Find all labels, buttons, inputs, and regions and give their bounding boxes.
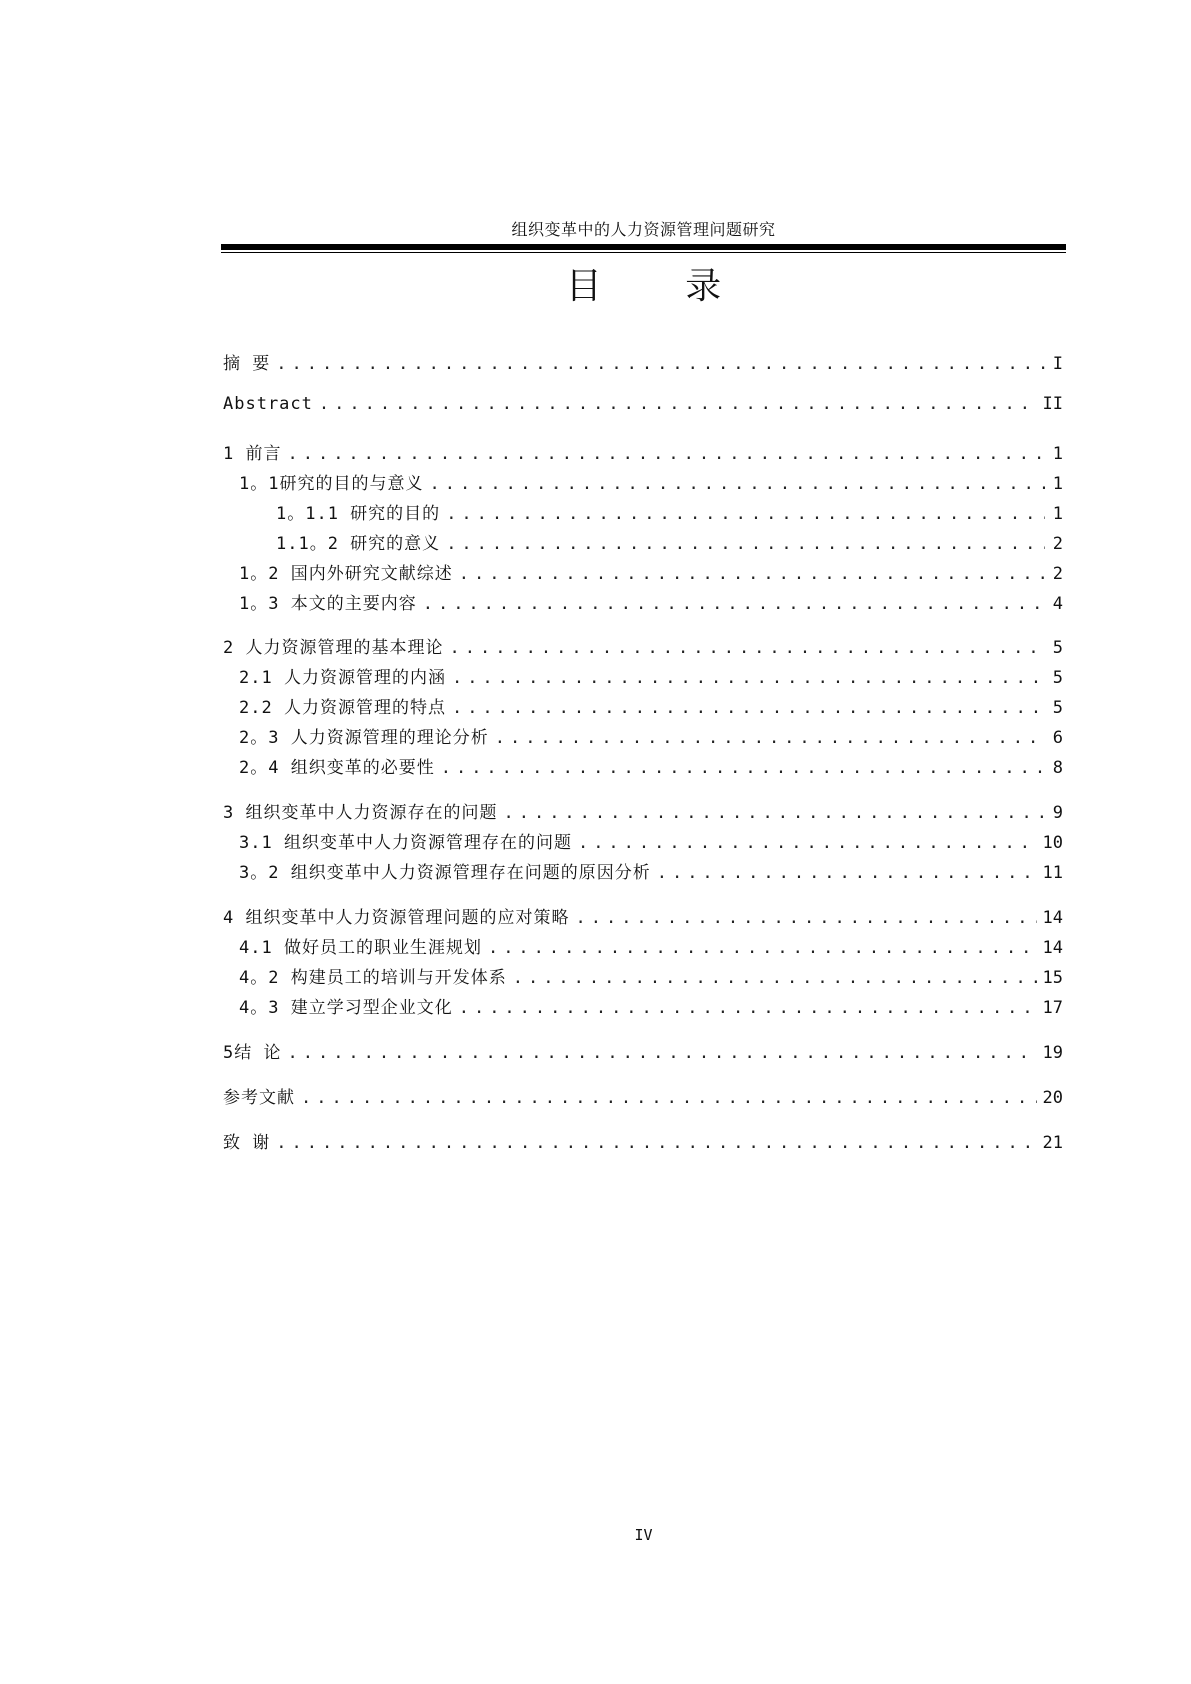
toc-entry-chapter-2[interactable] <box>223 633 1063 661</box>
toc-leader-dots <box>488 938 1037 958</box>
toc-entry-section-1-3[interactable] <box>239 589 1063 617</box>
toc-entry-label: 4。3 建立学习型企业文化 <box>239 998 453 1018</box>
toc-entry-label: 2.1 人力资源管理的内涵 <box>239 668 446 688</box>
toc-entry-page: 1 <box>1052 444 1063 464</box>
toc-entry-label: 1。3 本文的主要内容 <box>239 594 417 614</box>
toc-entry-label: 5结 论 <box>223 1043 282 1063</box>
toc-entry-abstract-en[interactable] <box>223 394 1063 422</box>
toc-leader-dots <box>578 833 1037 853</box>
toc-leader-dots <box>446 504 1045 524</box>
toc-entry-page: 6 <box>1052 728 1063 748</box>
toc-entry-label: 致 谢 <box>223 1133 271 1153</box>
toc-leader-dots <box>503 803 1045 823</box>
toc-entry-chapter-4[interactable] <box>223 903 1063 931</box>
toc-entry-label: 2.2 人力资源管理的特点 <box>239 698 446 718</box>
toc-entry-label: 4 组织变革中人力资源管理问题的应对策略 <box>223 908 570 928</box>
toc-entry-page: 2 <box>1052 534 1063 554</box>
toc-entry-page: 1 <box>1052 474 1063 494</box>
toc-entry-section-2-2[interactable] <box>239 693 1063 721</box>
toc-leader-dots <box>575 908 1036 928</box>
toc-leader-dots <box>287 444 1045 464</box>
toc-entry-section-1-1-2[interactable] <box>276 529 1063 557</box>
toc-entry-label: 3。2 组织变革中人力资源管理存在问题的原因分析 <box>239 863 651 883</box>
toc-entry-label: 参考文献 <box>223 1088 295 1108</box>
toc-entry-label: 2。4 组织变革的必要性 <box>239 758 435 778</box>
toc-leader-dots <box>459 564 1045 584</box>
toc-entry-references[interactable] <box>223 1083 1063 1111</box>
toc-entry-chapter-1[interactable] <box>223 439 1063 467</box>
toc-entry-section-4-1[interactable] <box>239 933 1063 961</box>
toc-leader-dots <box>513 968 1037 988</box>
toc-entry-page: 14 <box>1042 908 1063 928</box>
toc-entry-section-4-2[interactable] <box>239 963 1063 991</box>
toc-entry-label: 1.1。2 研究的意义 <box>276 534 441 554</box>
toc-entry-page: 1 <box>1052 504 1063 524</box>
toc-leader-dots <box>287 1043 1036 1063</box>
toc-entry-section-3-2[interactable] <box>239 858 1063 886</box>
toc-entry-page: 15 <box>1042 968 1063 988</box>
toc-entry-page: 5 <box>1052 698 1063 718</box>
toc-entry-abstract-cn[interactable] <box>223 349 1063 377</box>
toc-entry-label: Abstract <box>223 394 313 414</box>
toc-entry-label: 2。3 人力资源管理的理论分析 <box>239 728 489 748</box>
toc-entry-page: 19 <box>1042 1043 1063 1063</box>
toc-leader-dots <box>276 1133 1036 1153</box>
toc-entry-page: 14 <box>1042 938 1063 958</box>
toc-entry-page: 21 <box>1042 1133 1063 1153</box>
toc-leader-dots <box>441 758 1045 778</box>
toc-entry-section-2-3[interactable] <box>239 723 1063 751</box>
toc-leader-dots <box>449 638 1045 658</box>
toc-entry-label: 3.1 组织变革中人力资源管理存在的问题 <box>239 833 572 853</box>
toc-entry-page: 10 <box>1042 833 1063 853</box>
header-rule-thin <box>221 252 1066 253</box>
toc-leader-dots <box>276 354 1045 374</box>
toc-entry-page: 11 <box>1042 863 1063 883</box>
toc-title: 目 录 <box>565 266 758 307</box>
toc-entry-label: 1。1研究的目的与意义 <box>239 474 424 494</box>
toc-entry-label: 2 人力资源管理的基本理论 <box>223 638 444 658</box>
toc-entry-page: II <box>1042 394 1063 414</box>
toc-entry-conclusion[interactable] <box>223 1038 1063 1066</box>
toc-entry-page: 8 <box>1052 758 1063 778</box>
toc-entry-label: 1。2 国内外研究文献综述 <box>239 564 453 584</box>
toc-entry-section-2-1[interactable] <box>239 663 1063 691</box>
toc-entry-label: 4.1 做好员工的职业生涯规划 <box>239 938 482 958</box>
toc-entry-section-2-4[interactable] <box>239 753 1063 781</box>
toc-entry-page: 5 <box>1052 668 1063 688</box>
toc-entry-label: 3 组织变革中人力资源存在的问题 <box>223 803 498 823</box>
toc-entry-page: 9 <box>1052 803 1063 823</box>
toc-entry-label: 1 前言 <box>223 444 282 464</box>
toc-entry-page: 20 <box>1042 1088 1063 1108</box>
toc-leader-dots <box>452 698 1045 718</box>
toc-entry-page: 4 <box>1052 594 1063 614</box>
toc-leader-dots <box>301 1088 1037 1108</box>
toc-entry-label: 摘 要 <box>223 354 271 374</box>
toc-leader-dots <box>452 668 1045 688</box>
toc-entry-label: 1。1.1 研究的目的 <box>276 504 441 524</box>
toc-leader-dots <box>423 594 1045 614</box>
toc-entry-page: 5 <box>1052 638 1063 658</box>
toc-entry-page: 2 <box>1052 564 1063 584</box>
toc-entry-section-4-3[interactable] <box>239 993 1063 1021</box>
toc-leader-dots <box>319 394 1037 414</box>
running-header: 组织变革中的人力资源管理问题研究 <box>511 220 776 239</box>
toc-leader-dots <box>495 728 1045 748</box>
toc-entry-section-1-2[interactable] <box>239 559 1063 587</box>
header-rule <box>221 244 1066 250</box>
toc-entry-page: 17 <box>1042 998 1063 1018</box>
toc-entry-section-1-1[interactable] <box>239 469 1063 497</box>
toc-leader-dots <box>446 534 1045 554</box>
toc-leader-dots <box>459 998 1037 1018</box>
toc-leader-dots <box>429 474 1045 494</box>
toc-entry-page: I <box>1052 354 1063 374</box>
toc-entry-section-1-1-1[interactable] <box>276 499 1063 527</box>
page-number: IV <box>634 1526 653 1544</box>
toc-entry-label: 4。2 构建员工的培训与开发体系 <box>239 968 507 988</box>
toc-entry-acknowledgements[interactable] <box>223 1128 1063 1156</box>
toc-leader-dots <box>657 863 1037 883</box>
toc-entry-chapter-3[interactable] <box>223 798 1063 826</box>
toc-entry-section-3-1[interactable] <box>239 828 1063 856</box>
